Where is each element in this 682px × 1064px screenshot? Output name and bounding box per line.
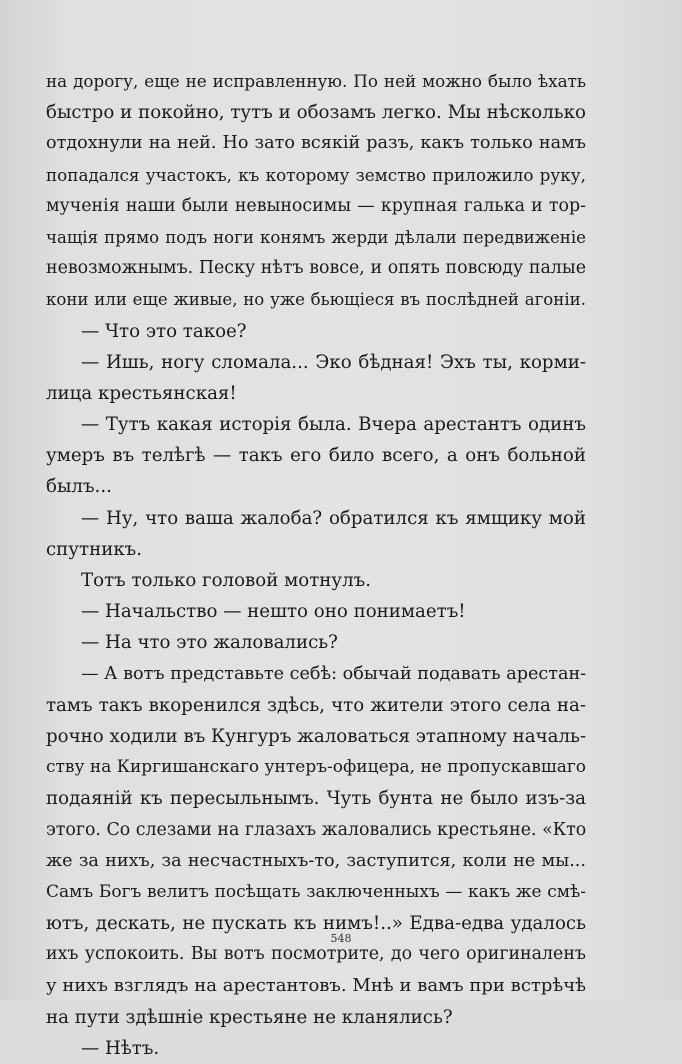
dialogue-line: — Ишь, ногу сломала... Эко бѣдная! Эхъ ты, корми- (81, 351, 586, 373)
text-line: мученія наши были невыносимы — крупная галька и тор- (46, 195, 586, 216)
text-line: умеръ въ телѣгѣ — такъ его било всего, а онъ больной (46, 445, 586, 467)
text-line: кони или еще живые, но уже бьющіеся въ послѣдней агоніи. (46, 290, 586, 310)
text-line: ихъ успокоить. Вы вотъ посмотрите, до чего оригиналенъ (46, 944, 586, 965)
text-line: ютъ, дескать, не пускать къ нимъ!..» Едва-едва удалось (46, 913, 586, 935)
text-line: чащія прямо подъ ноги конямъ жерди дѣлали передвиженіе (46, 227, 586, 247)
dialogue-line: — Нѣтъ. (81, 1037, 160, 1059)
text-line: отдохнули на ней. Но зато всякій разъ, какъ только намъ (46, 133, 586, 154)
text-line: быстро и покойно, тутъ и обозамъ легко. Мы нѣсколько (46, 102, 586, 124)
text-line: ству на Киргишанскаго унтеръ-офицера, не пропускавшаго (46, 757, 586, 778)
text-line: лица крестьянская! (46, 382, 237, 404)
text-line: этого. Со слезами на глазахъ жаловались крестьяне. «Кто (46, 819, 587, 840)
text-line: спутникъ. (46, 538, 143, 560)
text-line: Тотъ только головой мотнулъ. (81, 570, 372, 591)
text-line: на дорогу, еще не исправленную. По ней можно было ѣхать (46, 71, 586, 91)
dialogue-line: — Что это такое? (81, 320, 247, 342)
text-line: невозможнымъ. Песку нѣтъ вовсе, и опять повсюду палые (46, 258, 586, 279)
text-line: былъ... (46, 476, 112, 498)
text-line: на пути здѣшніе крестьяне не кланялись? (46, 1006, 453, 1028)
page-number: 548 (330, 932, 352, 945)
dialogue-line: — Ну, что ваша жалоба? обратился къ ямщику мой (81, 507, 586, 529)
text-line: рочно ходили въ Кунгуръ жаловаться этапному началь- (46, 725, 587, 747)
text-line: подаяній къ пересыльнымъ. Чуть бунта не было изъ-за (46, 788, 586, 810)
text-line: же за нихъ, за несчастныхъ-то, заступится, коли не мы... (46, 850, 586, 871)
dialogue-line: — Тутъ какая исторія была. Вчера арестантъ одинъ (81, 414, 586, 436)
dialogue-line: — А вотъ представьте себѣ: обычай подавать арестан- (81, 663, 587, 684)
text-line: Самъ Богъ велитъ посѣщать заключенныхъ — какъ же смѣ- (46, 881, 586, 902)
text-line: у нихъ взглядъ на арестантовъ. Мнѣ и вамъ при встрѣчѣ (46, 975, 586, 997)
text-line: тамъ такъ вкоренился здѣсь, что жители этого села на- (46, 694, 586, 716)
page-text (46, 66, 586, 1064)
dialogue-line: — На что это жаловались? (81, 632, 338, 654)
dialogue-line: — Начальство — нешто оно понимаетъ! (81, 601, 466, 623)
text-line: попадался участокъ, къ которому земство приложило руку, (46, 164, 586, 185)
